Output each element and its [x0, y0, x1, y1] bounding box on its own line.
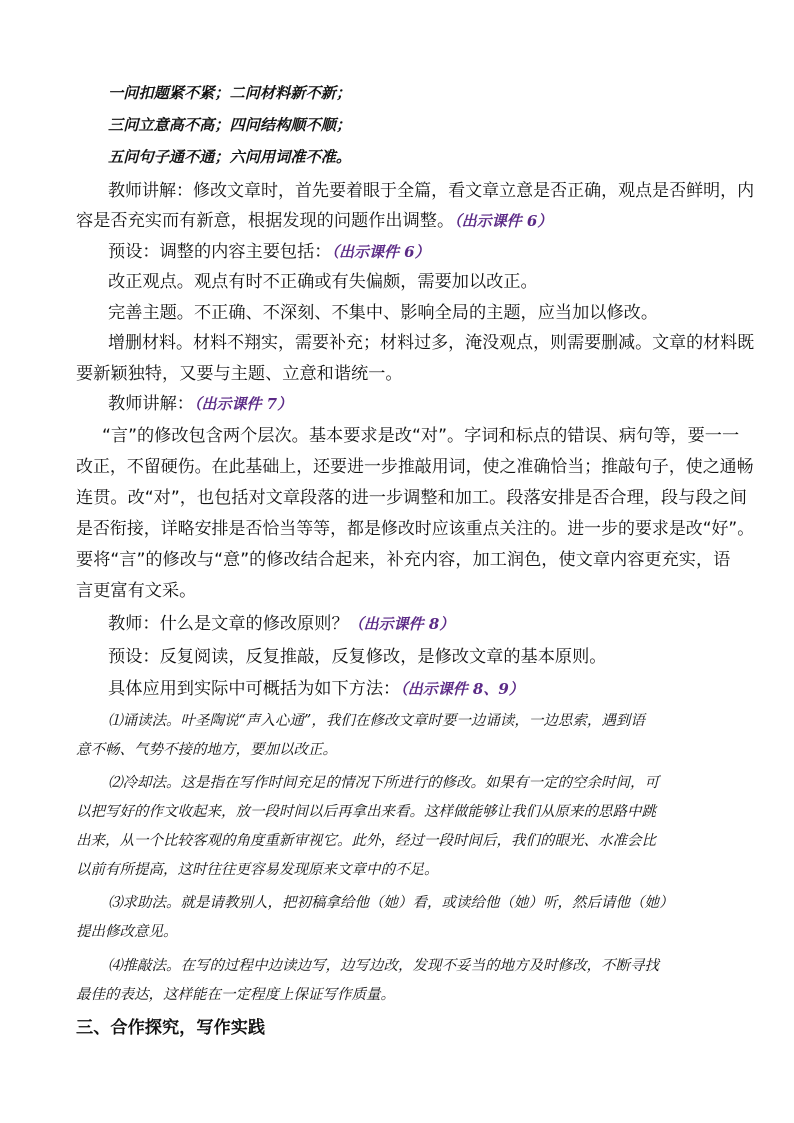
paragraph-teacher-explain-2: [108, 389, 292, 414]
item-adjust-materials: 增删材料。材料不翔实，需要补充；材料过多，淹没观点，则需要删减。文章的材料既: [108, 333, 755, 353]
body-text: 具体应用到实际中可概括为如下方法：: [108, 679, 401, 699]
slide-reference: （出示课件 8）: [348, 615, 455, 633]
body-text: 教师：什么是文章的修改原则？: [108, 614, 349, 634]
question-line-2: 三问立意高不高；四问结构顺不顺；: [108, 116, 351, 134]
body-text: 预设：调整的内容主要包括：: [108, 242, 332, 262]
paragraph-language-revision-2: 改正，不留硬伤。在此基础上，还要进一步推敲用词，使之准确恰当；推敲句子，使之通畅: [76, 457, 754, 477]
slide-reference: （出示课件 6）: [331, 243, 430, 261]
method-deliberation: ⑷推敲法。在写的过程中边读边写，边写边改，发现不妥当的地方及时修改，不断寻找: [108, 958, 659, 974]
item-improve-theme: 完善主题。不正确、不深刻、不集中、影响全局的主题，应当加以修改。: [108, 303, 659, 323]
paragraph-teacher-question: [108, 609, 454, 634]
body-text: 教师讲解：: [108, 394, 194, 414]
item-adjust-materials-cont: 要新颖独特，又要与主题、立意和谐统一。: [76, 364, 403, 384]
slide-reference: （出示课件 8、9）: [400, 680, 524, 698]
paragraph-teacher-explain-1-cont: [76, 206, 552, 231]
paragraph-language-revision-3: 连贯。改“对”，也包括对文章段落的进一步调整和加工。段落安排是否合理，段与段之间: [76, 488, 747, 508]
section-heading-3: 三、合作探究，写作实践: [76, 1018, 266, 1038]
paragraph-language-revision-5: 要将“言”的修改与“意”的修改结合起来，补充内容，加工润色，使文章内容更充实，语: [76, 550, 731, 570]
method-cooling-4: 以前有所提高，这时往往更容易发现原来文章中的不足。: [76, 862, 439, 878]
slide-reference: （出示课件 7）: [193, 395, 293, 413]
method-cooling-2: 以把写好的作文收起来，放一段时间以后再拿出来看。这样做能够让我们从原来的思路中跳: [76, 804, 656, 820]
paragraph-language-revision: “言”的修改包含两个层次。基本要求是改“对”。字词和标点的错误、病句等，要一一: [102, 426, 740, 446]
method-deliberation-cont: 最佳的表达，这样能在一定程度上保证写作质量。: [76, 987, 395, 1003]
method-cooling: ⑵冷却法。这是指在写作时间充足的情况下所进行的修改。如果有一定的空余时间，可: [108, 775, 659, 791]
paragraph-language-revision-4: 是否衔接，详略安排是否恰当等等，都是修改时应该重点关注的。进一步的要求是改“好”。: [76, 519, 755, 539]
slide-reference: （出示课件 6）: [454, 212, 553, 230]
item-correct-viewpoint: 改正观点。观点有时不正确或有失偏颇，需要加以改正。: [108, 272, 538, 292]
paragraph-methods-intro: [108, 674, 524, 699]
paragraph-preset-2: 预设：反复阅读，反复推敲，反复修改，是修改文章的基本原则。: [108, 647, 607, 667]
body-text: 容是否充实而有新意，根据发现的问题作出调整。: [76, 211, 455, 231]
method-cooling-3: 出来，从一个比较客观的角度重新审视它。此外，经过一段时间后，我们的眼光、水准会比: [76, 833, 656, 849]
paragraph-teacher-explain-1: 教师讲解：修改文章时，首先要着眼于全篇，看文章立意是否正确，观点是否鲜明，内: [108, 181, 755, 201]
method-seek-help-cont: 提出修改意见。: [76, 924, 178, 940]
question-line-3: 五问句子通不通；六问用词准不准。: [108, 148, 351, 166]
paragraph-language-revision-6: 言更富有文采。: [76, 581, 197, 601]
paragraph-preset-1: [108, 237, 430, 262]
method-recitation-cont: 意不畅、气势不接的地方，要加以改正。: [76, 742, 337, 758]
question-line-1: 一问扣题紧不紧；二问材料新不新；: [108, 84, 351, 102]
method-recitation: ⑴诵读法。叶圣陶说“声入心通”，我们在修改文章时要一边诵读，一边思索，遇到语: [108, 713, 645, 729]
method-seek-help: ⑶求助法。就是请教别人，把初稿拿给他（她）看，或读给他（她）听，然后请他（她）: [108, 895, 674, 911]
